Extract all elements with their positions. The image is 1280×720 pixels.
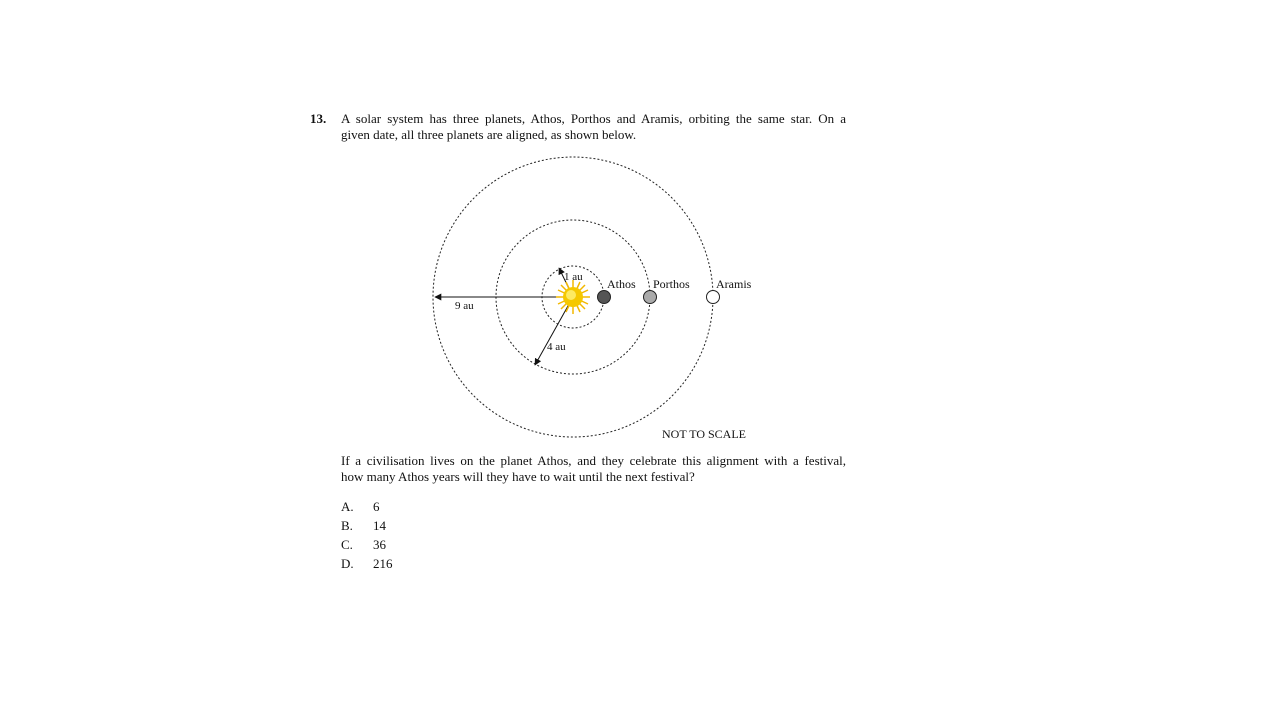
option-value: 6 (373, 499, 380, 514)
aramis-label: Aramis (716, 277, 752, 291)
athos-label: Athos (607, 277, 636, 291)
option-b (341, 518, 461, 537)
option-letter: B. (341, 518, 353, 533)
stem-line-1: A solar system has three planets, Athos, Porthos and Aramis, orbiting the same star. On a (341, 111, 846, 126)
outer-radius-label: 9 au (455, 300, 474, 312)
question-number: 13. (310, 111, 327, 126)
option-value: 14 (373, 518, 386, 533)
porthos-planet (644, 291, 657, 304)
inner-radius-label: 1 au (564, 271, 583, 283)
athos-planet (598, 291, 611, 304)
stem-line-2: given date, all three planets are aligned, as shown below. (341, 127, 637, 142)
option-value: 36 (373, 537, 386, 552)
option-letter: A. (341, 499, 354, 514)
star-icon (556, 280, 590, 314)
answer-options (341, 499, 461, 575)
option-d (341, 556, 461, 575)
option-c (341, 537, 461, 556)
middle-radius-label: 4 au (547, 341, 566, 353)
option-a (341, 499, 461, 518)
option-letter: C. (341, 537, 353, 552)
option-letter: D. (341, 556, 354, 571)
middle-radius-line (535, 297, 573, 365)
aramis-planet (707, 291, 720, 304)
scale-note: NOT TO SCALE (662, 427, 747, 441)
porthos-label: Porthos (653, 277, 690, 291)
prompt-line-2: how many Athos years will they have to wait until the next festival? (341, 469, 695, 484)
prompt-line-1: If a civilisation lives on the planet Athos, and they celebrate this alignment with a festival, (341, 453, 846, 468)
option-value: 216 (373, 556, 393, 571)
question-prompt (341, 453, 846, 485)
